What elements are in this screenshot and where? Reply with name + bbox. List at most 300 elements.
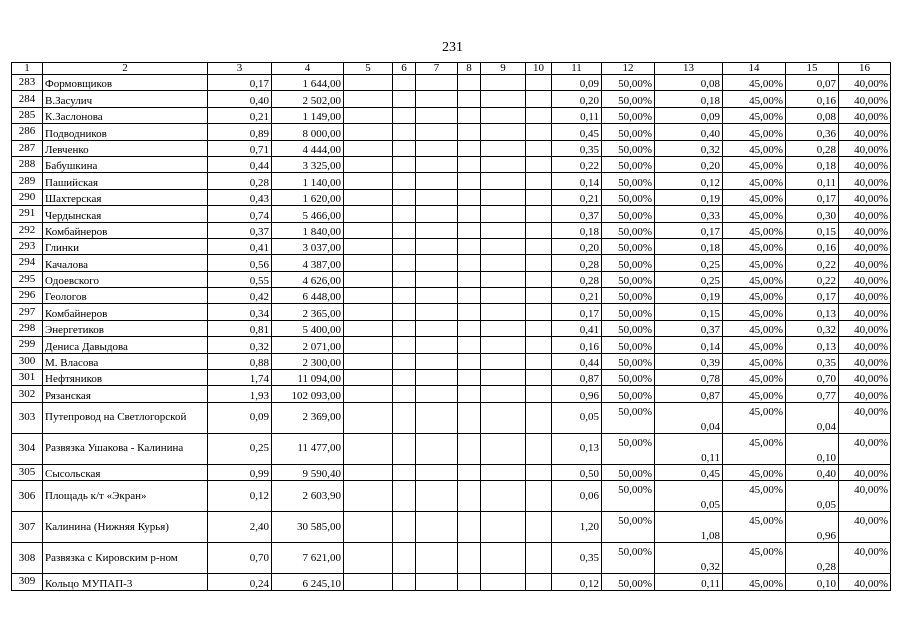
value-cell: 0,07 bbox=[786, 75, 839, 91]
value-cell: 0,15 bbox=[655, 304, 723, 320]
value-cell: 0,14 bbox=[655, 337, 723, 353]
value-cell bbox=[344, 433, 393, 464]
table-row bbox=[12, 464, 891, 480]
name-cell: Калинина (Нижняя Курья) bbox=[43, 512, 208, 543]
value-cell: 0,05 bbox=[552, 402, 602, 433]
value-cell bbox=[344, 189, 393, 205]
value-cell: 45,00% bbox=[723, 320, 786, 336]
value-cell: 0,13 bbox=[786, 304, 839, 320]
value-cell bbox=[344, 574, 393, 590]
row-number-cell: 306 bbox=[12, 481, 43, 512]
name-cell: Геологов bbox=[43, 288, 208, 304]
value-cell: 0,11 bbox=[655, 574, 723, 590]
value-cell: 0,44 bbox=[208, 156, 272, 172]
value-cell bbox=[344, 304, 393, 320]
value-cell bbox=[458, 386, 481, 402]
value-cell: 6 448,00 bbox=[272, 288, 344, 304]
name-cell: Глинки bbox=[43, 238, 208, 254]
table-row bbox=[12, 481, 891, 512]
value-cell: 0,70 bbox=[786, 370, 839, 386]
value-cell: 0,33 bbox=[655, 206, 723, 222]
row-number-cell: 289 bbox=[12, 173, 43, 189]
value-cell bbox=[481, 464, 526, 480]
value-cell bbox=[481, 91, 526, 107]
value-cell: 0,28 bbox=[786, 543, 839, 574]
value-cell bbox=[393, 222, 416, 238]
name-cell: Формовщиков bbox=[43, 75, 208, 91]
value-cell: 0,45 bbox=[655, 464, 723, 480]
value-cell bbox=[416, 140, 458, 156]
row-number-cell: 305 bbox=[12, 464, 43, 480]
value-cell bbox=[481, 353, 526, 369]
header-row bbox=[12, 63, 891, 75]
row-number-cell: 292 bbox=[12, 222, 43, 238]
value-cell: 0,43 bbox=[208, 189, 272, 205]
value-cell: 0,12 bbox=[552, 574, 602, 590]
value-cell: 50,00% bbox=[602, 140, 655, 156]
value-cell bbox=[526, 304, 552, 320]
value-cell bbox=[526, 189, 552, 205]
table-row bbox=[12, 124, 891, 140]
value-cell bbox=[416, 402, 458, 433]
value-cell: 0,37 bbox=[552, 206, 602, 222]
value-cell bbox=[526, 337, 552, 353]
value-cell bbox=[393, 370, 416, 386]
value-cell: 40,00% bbox=[839, 370, 891, 386]
value-cell bbox=[481, 75, 526, 91]
column-header: 3 bbox=[208, 63, 272, 75]
table-row bbox=[12, 304, 891, 320]
value-cell: 0,74 bbox=[208, 206, 272, 222]
value-cell bbox=[481, 370, 526, 386]
value-cell bbox=[526, 124, 552, 140]
value-cell: 0,40 bbox=[655, 124, 723, 140]
table-row bbox=[12, 543, 891, 574]
value-cell: 45,00% bbox=[723, 370, 786, 386]
column-header: 8 bbox=[458, 63, 481, 75]
row-number-cell: 293 bbox=[12, 238, 43, 254]
value-cell bbox=[393, 75, 416, 91]
value-cell bbox=[526, 173, 552, 189]
value-cell bbox=[393, 402, 416, 433]
name-cell: Рязанская bbox=[43, 386, 208, 402]
value-cell bbox=[526, 433, 552, 464]
value-cell: 0,44 bbox=[552, 353, 602, 369]
value-cell bbox=[526, 481, 552, 512]
table-row bbox=[12, 91, 891, 107]
value-cell bbox=[416, 288, 458, 304]
value-cell bbox=[344, 353, 393, 369]
column-header: 15 bbox=[786, 63, 839, 75]
value-cell: 0,19 bbox=[655, 189, 723, 205]
value-cell: 0,10 bbox=[786, 574, 839, 590]
page-number: 231 bbox=[442, 40, 463, 55]
value-cell: 0,41 bbox=[208, 238, 272, 254]
value-cell bbox=[526, 402, 552, 433]
row-number-cell: 286 bbox=[12, 124, 43, 140]
value-cell: 0,09 bbox=[208, 402, 272, 433]
value-cell: 40,00% bbox=[839, 402, 891, 433]
value-cell: 0,99 bbox=[208, 464, 272, 480]
name-cell: Левченко bbox=[43, 140, 208, 156]
value-cell bbox=[526, 370, 552, 386]
value-cell bbox=[393, 173, 416, 189]
value-cell: 50,00% bbox=[602, 124, 655, 140]
value-cell: 0,35 bbox=[786, 353, 839, 369]
name-cell: Площадь к/т «Экран» bbox=[43, 481, 208, 512]
value-cell bbox=[526, 238, 552, 254]
table-row bbox=[12, 238, 891, 254]
value-cell: 50,00% bbox=[602, 402, 655, 433]
value-cell: 0,78 bbox=[655, 370, 723, 386]
column-header: 13 bbox=[655, 63, 723, 75]
value-cell: 2 365,00 bbox=[272, 304, 344, 320]
value-cell bbox=[458, 370, 481, 386]
value-cell bbox=[526, 206, 552, 222]
row-number-cell: 294 bbox=[12, 255, 43, 271]
column-header: 5 bbox=[344, 63, 393, 75]
value-cell: 45,00% bbox=[723, 288, 786, 304]
table-row bbox=[12, 574, 891, 590]
table-row bbox=[12, 337, 891, 353]
value-cell: 0,19 bbox=[655, 288, 723, 304]
value-cell: 40,00% bbox=[839, 140, 891, 156]
value-cell bbox=[481, 402, 526, 433]
value-cell bbox=[393, 337, 416, 353]
value-cell: 4 444,00 bbox=[272, 140, 344, 156]
value-cell: 40,00% bbox=[839, 271, 891, 287]
column-header: 12 bbox=[602, 63, 655, 75]
value-cell bbox=[416, 512, 458, 543]
value-cell: 5 400,00 bbox=[272, 320, 344, 336]
value-cell: 50,00% bbox=[602, 238, 655, 254]
value-cell bbox=[526, 222, 552, 238]
row-number-cell: 291 bbox=[12, 206, 43, 222]
table-row bbox=[12, 107, 891, 123]
table-row bbox=[12, 140, 891, 156]
row-number-cell: 288 bbox=[12, 156, 43, 172]
value-cell bbox=[526, 140, 552, 156]
value-cell: 0,39 bbox=[655, 353, 723, 369]
value-cell: 50,00% bbox=[602, 481, 655, 512]
name-cell: Комбайнеров bbox=[43, 222, 208, 238]
value-cell bbox=[458, 222, 481, 238]
table-row bbox=[12, 206, 891, 222]
value-cell bbox=[393, 206, 416, 222]
value-cell bbox=[481, 512, 526, 543]
value-cell: 0,32 bbox=[655, 543, 723, 574]
value-cell: 0,18 bbox=[655, 238, 723, 254]
value-cell: 1 840,00 bbox=[272, 222, 344, 238]
value-cell bbox=[458, 433, 481, 464]
value-cell bbox=[526, 288, 552, 304]
value-cell bbox=[393, 464, 416, 480]
value-cell: 0,40 bbox=[208, 91, 272, 107]
value-cell: 45,00% bbox=[723, 433, 786, 464]
value-cell bbox=[526, 107, 552, 123]
value-cell: 50,00% bbox=[602, 433, 655, 464]
value-cell: 0,22 bbox=[786, 271, 839, 287]
row-number-cell: 290 bbox=[12, 189, 43, 205]
value-cell bbox=[458, 189, 481, 205]
value-cell bbox=[416, 433, 458, 464]
value-cell bbox=[344, 156, 393, 172]
value-cell: 0,21 bbox=[552, 189, 602, 205]
value-cell: 0,96 bbox=[786, 512, 839, 543]
value-cell bbox=[416, 206, 458, 222]
value-cell bbox=[458, 574, 481, 590]
value-cell bbox=[458, 140, 481, 156]
row-number-cell: 296 bbox=[12, 288, 43, 304]
value-cell: 3 037,00 bbox=[272, 238, 344, 254]
value-cell: 1,08 bbox=[655, 512, 723, 543]
value-cell: 7 621,00 bbox=[272, 543, 344, 574]
value-cell bbox=[458, 238, 481, 254]
value-cell bbox=[416, 543, 458, 574]
value-cell: 0,89 bbox=[208, 124, 272, 140]
value-cell bbox=[526, 255, 552, 271]
value-cell: 0,17 bbox=[786, 189, 839, 205]
value-cell: 0,30 bbox=[786, 206, 839, 222]
row-number-cell: 303 bbox=[12, 402, 43, 433]
value-cell: 45,00% bbox=[723, 543, 786, 574]
value-cell: 0,40 bbox=[786, 464, 839, 480]
value-cell: 0,20 bbox=[552, 238, 602, 254]
value-cell: 40,00% bbox=[839, 386, 891, 402]
value-cell bbox=[344, 402, 393, 433]
value-cell: 50,00% bbox=[602, 91, 655, 107]
name-cell: Комбайнеров bbox=[43, 304, 208, 320]
value-cell: 45,00% bbox=[723, 91, 786, 107]
value-cell: 0,20 bbox=[552, 91, 602, 107]
value-cell: 0,87 bbox=[655, 386, 723, 402]
value-cell bbox=[458, 543, 481, 574]
value-cell: 45,00% bbox=[723, 386, 786, 402]
name-cell: Подводников bbox=[43, 124, 208, 140]
table-row bbox=[12, 271, 891, 287]
column-header: 7 bbox=[416, 63, 458, 75]
table-row bbox=[12, 173, 891, 189]
table-row bbox=[12, 353, 891, 369]
value-cell bbox=[344, 386, 393, 402]
value-cell: 50,00% bbox=[602, 156, 655, 172]
value-cell bbox=[344, 107, 393, 123]
value-cell: 0,11 bbox=[552, 107, 602, 123]
value-cell: 0,50 bbox=[552, 464, 602, 480]
value-cell bbox=[458, 464, 481, 480]
row-number-cell: 299 bbox=[12, 337, 43, 353]
name-cell: Бабушкина bbox=[43, 156, 208, 172]
value-cell bbox=[458, 173, 481, 189]
value-cell bbox=[458, 402, 481, 433]
value-cell: 0,13 bbox=[552, 433, 602, 464]
value-cell: 0,81 bbox=[208, 320, 272, 336]
value-cell bbox=[416, 464, 458, 480]
value-cell: 0,11 bbox=[655, 433, 723, 464]
value-cell: 0,42 bbox=[208, 288, 272, 304]
value-cell: 0,28 bbox=[552, 271, 602, 287]
value-cell: 40,00% bbox=[839, 433, 891, 464]
value-cell: 2 603,90 bbox=[272, 481, 344, 512]
value-cell: 0,17 bbox=[655, 222, 723, 238]
value-cell bbox=[344, 75, 393, 91]
value-cell: 3 325,00 bbox=[272, 156, 344, 172]
value-cell bbox=[526, 543, 552, 574]
value-cell: 50,00% bbox=[602, 464, 655, 480]
value-cell: 40,00% bbox=[839, 173, 891, 189]
table-row bbox=[12, 156, 891, 172]
row-number-cell: 302 bbox=[12, 386, 43, 402]
row-number-cell: 308 bbox=[12, 543, 43, 574]
value-cell: 50,00% bbox=[602, 107, 655, 123]
value-cell: 5 466,00 bbox=[272, 206, 344, 222]
value-cell bbox=[344, 271, 393, 287]
value-cell: 50,00% bbox=[602, 173, 655, 189]
name-cell: Сысольская bbox=[43, 464, 208, 480]
value-cell: 2 369,00 bbox=[272, 402, 344, 433]
value-cell: 0,12 bbox=[655, 173, 723, 189]
value-cell: 40,00% bbox=[839, 238, 891, 254]
row-number-cell: 295 bbox=[12, 271, 43, 287]
value-cell bbox=[393, 481, 416, 512]
value-cell bbox=[526, 320, 552, 336]
value-cell: 45,00% bbox=[723, 75, 786, 91]
value-cell bbox=[393, 255, 416, 271]
value-cell: 45,00% bbox=[723, 156, 786, 172]
value-cell bbox=[416, 255, 458, 271]
value-cell: 4 626,00 bbox=[272, 271, 344, 287]
value-cell bbox=[416, 189, 458, 205]
table-row bbox=[12, 288, 891, 304]
value-cell: 11 094,00 bbox=[272, 370, 344, 386]
value-cell: 40,00% bbox=[839, 222, 891, 238]
value-cell bbox=[344, 222, 393, 238]
value-cell: 0,06 bbox=[552, 481, 602, 512]
value-cell bbox=[393, 288, 416, 304]
value-cell: 50,00% bbox=[602, 386, 655, 402]
value-cell: 40,00% bbox=[839, 464, 891, 480]
value-cell: 102 093,00 bbox=[272, 386, 344, 402]
value-cell bbox=[416, 238, 458, 254]
value-cell bbox=[344, 124, 393, 140]
value-cell bbox=[344, 543, 393, 574]
value-cell: 40,00% bbox=[839, 481, 891, 512]
table-row bbox=[12, 512, 891, 543]
row-number-cell: 309 bbox=[12, 574, 43, 590]
value-cell: 40,00% bbox=[839, 189, 891, 205]
value-cell bbox=[416, 320, 458, 336]
value-cell: 40,00% bbox=[839, 353, 891, 369]
value-cell: 0,16 bbox=[786, 238, 839, 254]
value-cell bbox=[481, 255, 526, 271]
column-header: 2 bbox=[43, 63, 208, 75]
value-cell bbox=[416, 481, 458, 512]
value-cell: 40,00% bbox=[839, 124, 891, 140]
value-cell: 1,74 bbox=[208, 370, 272, 386]
column-header: 11 bbox=[552, 63, 602, 75]
value-cell: 0,09 bbox=[655, 107, 723, 123]
value-cell bbox=[393, 353, 416, 369]
table-row bbox=[12, 255, 891, 271]
value-cell bbox=[481, 206, 526, 222]
value-cell: 0,17 bbox=[208, 75, 272, 91]
row-number-cell: 304 bbox=[12, 433, 43, 464]
table-row bbox=[12, 402, 891, 433]
value-cell: 0,04 bbox=[655, 402, 723, 433]
value-cell bbox=[416, 75, 458, 91]
value-cell bbox=[458, 288, 481, 304]
value-cell: 45,00% bbox=[723, 173, 786, 189]
value-cell: 0,35 bbox=[552, 140, 602, 156]
value-cell bbox=[481, 386, 526, 402]
value-cell bbox=[481, 107, 526, 123]
value-cell: 45,00% bbox=[723, 304, 786, 320]
column-header: 10 bbox=[526, 63, 552, 75]
value-cell bbox=[416, 222, 458, 238]
value-cell bbox=[526, 464, 552, 480]
value-cell: 40,00% bbox=[839, 107, 891, 123]
table-row bbox=[12, 386, 891, 402]
value-cell: 8 000,00 bbox=[272, 124, 344, 140]
value-cell bbox=[458, 124, 481, 140]
value-cell: 0,28 bbox=[786, 140, 839, 156]
value-cell bbox=[416, 156, 458, 172]
row-number-cell: 307 bbox=[12, 512, 43, 543]
value-cell bbox=[416, 574, 458, 590]
value-cell bbox=[458, 255, 481, 271]
value-cell: 0,22 bbox=[552, 156, 602, 172]
value-cell bbox=[416, 107, 458, 123]
value-cell bbox=[416, 173, 458, 189]
column-header: 14 bbox=[723, 63, 786, 75]
value-cell: 1 644,00 bbox=[272, 75, 344, 91]
value-cell: 0,25 bbox=[655, 255, 723, 271]
value-cell bbox=[481, 320, 526, 336]
value-cell bbox=[481, 189, 526, 205]
value-cell: 0,32 bbox=[786, 320, 839, 336]
table-row bbox=[12, 75, 891, 91]
value-cell bbox=[393, 189, 416, 205]
value-cell: 0,25 bbox=[208, 433, 272, 464]
value-cell bbox=[344, 238, 393, 254]
value-cell bbox=[416, 386, 458, 402]
value-cell: 50,00% bbox=[602, 512, 655, 543]
value-cell: 45,00% bbox=[723, 124, 786, 140]
row-number-cell: 283 bbox=[12, 75, 43, 91]
value-cell bbox=[393, 433, 416, 464]
value-cell bbox=[458, 156, 481, 172]
value-cell bbox=[458, 353, 481, 369]
column-header: 1 bbox=[12, 63, 43, 75]
value-cell: 45,00% bbox=[723, 574, 786, 590]
value-cell: 0,05 bbox=[655, 481, 723, 512]
value-cell: 2 300,00 bbox=[272, 353, 344, 369]
value-cell bbox=[481, 433, 526, 464]
row-number-cell: 300 bbox=[12, 353, 43, 369]
value-cell: 0,88 bbox=[208, 353, 272, 369]
table-row bbox=[12, 370, 891, 386]
value-cell: 50,00% bbox=[602, 304, 655, 320]
value-cell: 0,45 bbox=[552, 124, 602, 140]
value-cell bbox=[481, 481, 526, 512]
value-cell bbox=[416, 353, 458, 369]
value-cell bbox=[526, 386, 552, 402]
value-cell: 0,71 bbox=[208, 140, 272, 156]
name-cell: Кольцо МУПАП-3 bbox=[43, 574, 208, 590]
value-cell: 0,87 bbox=[552, 370, 602, 386]
value-cell bbox=[344, 512, 393, 543]
value-cell: 50,00% bbox=[602, 574, 655, 590]
